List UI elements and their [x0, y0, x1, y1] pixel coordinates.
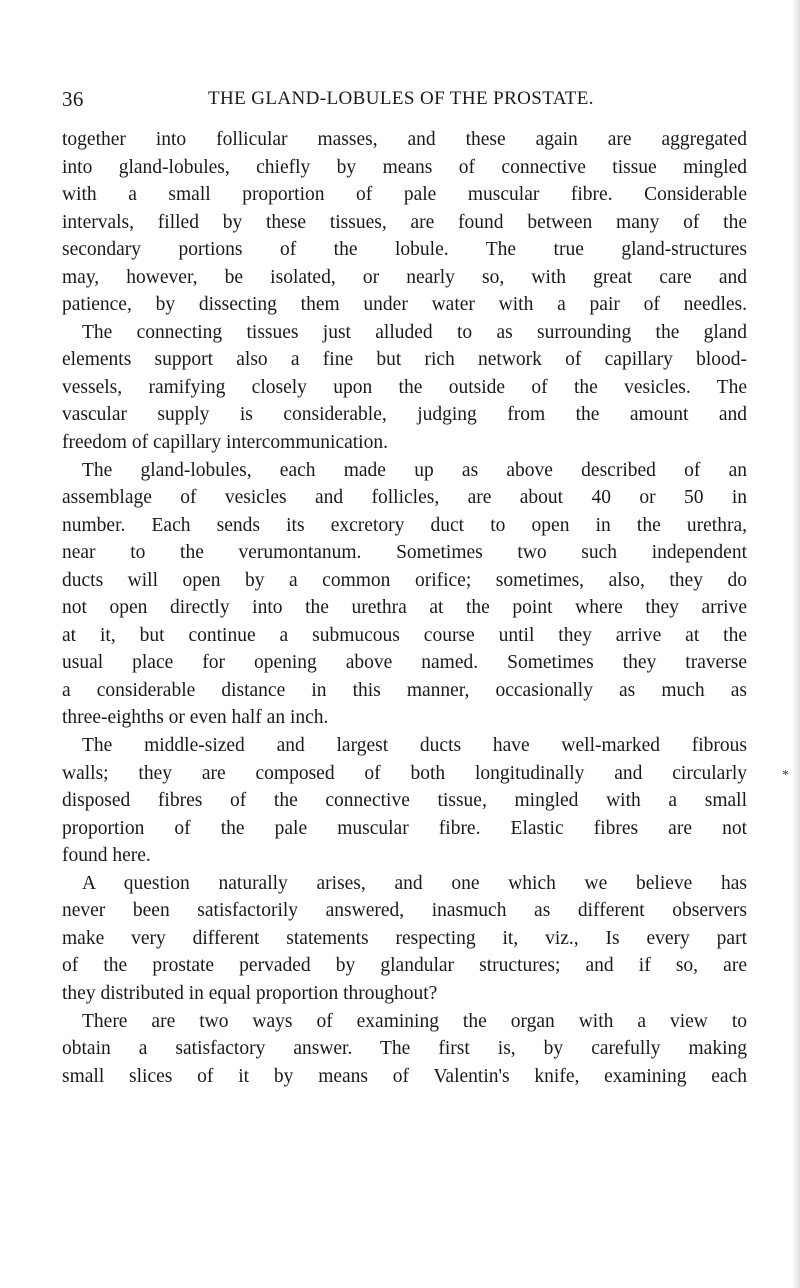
text-line: proportion of the pale muscular fibre. Elastic fibres are not	[62, 817, 747, 839]
text-line: There are two ways of examining the organ with a view to	[82, 1010, 747, 1032]
text-line: obtain a satisfactory answer. The first is, by carefully making	[62, 1038, 747, 1060]
text-line: elements support also a fine but rich network of capillary blood-	[62, 349, 747, 371]
text-line: The gland-lobules, each made up as above described of an	[82, 459, 747, 481]
text-line: found here.	[62, 845, 151, 867]
text-line: walls; they are composed of both longitudinally and circularly	[62, 762, 747, 784]
text-line: vessels, ramifying closely upon the outside of the vesicles. The	[62, 376, 747, 398]
text-line: The middle-sized and largest ducts have well-marked fibrous	[82, 735, 747, 757]
text-line: disposed fibres of the connective tissue, mingled with a small	[62, 790, 747, 812]
text-line: near to the verumontanum. Sometimes two such independent	[62, 542, 747, 564]
text-line: not open directly into the urethra at the point where they arrive	[62, 597, 747, 619]
page-edge-shadow	[792, 0, 800, 1288]
margin-mark: *	[782, 768, 789, 783]
text-line: A question naturally arises, and one which we believe has	[82, 872, 747, 894]
text-line: may, however, be isolated, or nearly so, with great care and	[62, 266, 747, 288]
body-text	[62, 126, 747, 1090]
text-line: intervals, filled by these tissues, are found between many of the	[62, 211, 747, 233]
page-number: 36	[62, 87, 84, 111]
text-line: of the prostate pervaded by glandular structures; and if so, are	[62, 955, 747, 977]
text-line: a considerable distance in this manner, occasionally as much as	[62, 679, 747, 701]
running-head	[62, 86, 752, 112]
text-line: assemblage of vesicles and follicles, are about 40 or 50 in	[62, 487, 747, 509]
text-line: never been satisfactorily answered, inasmuch as different observers	[62, 900, 747, 922]
text-line: vascular supply is considerable, judging from the amount and	[62, 404, 747, 426]
text-line: into gland-lobules, chiefly by means of connective tissue mingled	[62, 156, 747, 178]
text-line: at it, but continue a submucous course until they arrive at the	[62, 624, 747, 646]
running-title: THE GLAND-LOBULES OF THE PROSTATE.	[208, 88, 594, 109]
text-line: small slices of it by means of Valentin's knife, examining each	[62, 1065, 747, 1087]
text-line: with a small proportion of pale muscular fibre. Considerable	[62, 184, 747, 206]
text-line: ducts will open by a common orifice; sometimes, also, they do	[62, 569, 747, 591]
text-line: make very different statements respecting it, viz., Is every part	[62, 927, 747, 949]
text-line: secondary portions of the lobule. The true gland-structures	[62, 239, 747, 261]
text-line: freedom of capillary intercommunication.	[62, 432, 388, 454]
text-line: three-eighths or even half an inch.	[62, 707, 329, 729]
text-line: together into follicular masses, and these again are aggregated	[62, 129, 747, 150]
text-line: The connecting tissues just alluded to as surrounding the gland	[82, 321, 747, 343]
text-line: they distributed in equal proportion throughout?	[62, 982, 438, 1004]
text-line: number. Each sends its excretory duct to open in the urethra,	[62, 514, 747, 536]
text-line: patience, by dissecting them under water with a pair of needles.	[62, 294, 747, 316]
text-line: usual place for opening above named. Sometimes they traverse	[62, 652, 747, 674]
